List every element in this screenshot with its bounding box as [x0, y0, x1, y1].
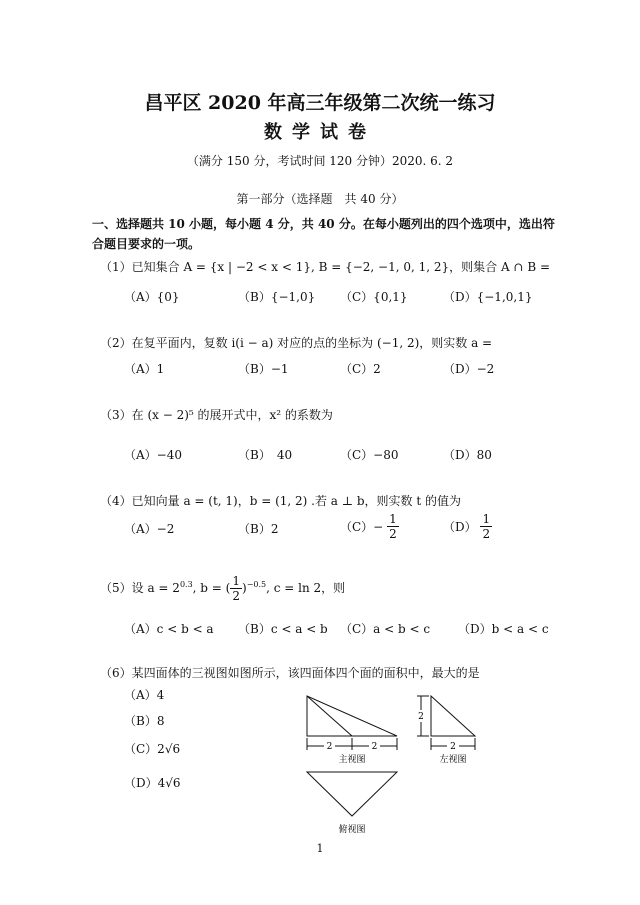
question-4-option-b: （B）2 [238, 522, 279, 536]
question-1-option-c: （C）{0,1} [340, 290, 408, 304]
side-view-label: 左视图 [439, 755, 467, 765]
q5-text-b: , b = ( [192, 581, 231, 595]
question-3-option-c: （C）−80 [340, 448, 399, 462]
q5-text-c: , c = ln 2，则 [266, 581, 346, 595]
question-4-option-a: （A）−2 [124, 522, 175, 536]
front-dim-label: 2 [371, 742, 378, 752]
question-4-option-d-fraction [480, 512, 492, 541]
question-3-option-d: （D）80 [443, 448, 492, 462]
question-2-option-c: （C）2 [340, 362, 381, 376]
front-dim-label: 2 [326, 742, 333, 752]
question-4-option-d-label: （D） [443, 520, 477, 534]
exam-title: 昌平区 2020 年高三年级第二次统一练习 [144, 92, 496, 114]
fraction-denominator: 2 [232, 589, 240, 603]
top-view [307, 772, 397, 816]
question-6-option-b: （B）8 [124, 714, 165, 728]
side-view [417, 696, 475, 750]
q5-fraction [230, 574, 242, 603]
question-3-option-b: （B） 40 [238, 448, 293, 462]
question-5-option-d: （D）b < a < c [458, 622, 549, 636]
question-4-option-d [443, 512, 492, 541]
fraction-numerator: 1 [482, 512, 491, 526]
q5-exponent-1: 0.3 [179, 580, 193, 589]
question-2-option-a: （A）1 [124, 362, 165, 376]
question-6-stem: （6）某四面体的三视图如图所示，该四面体四个面的面积中，最大的是 [100, 666, 480, 680]
question-6-option-c: （C）2√6 [124, 742, 181, 756]
exam-subject: 数学试卷 [264, 122, 376, 143]
side-dim-label: 2 [418, 712, 424, 722]
question-5-stem [100, 574, 345, 603]
question-4-option-c-fraction [387, 512, 399, 541]
q5-text-a: （5）设 a = 2 [100, 581, 180, 595]
front-view-inner-edge [307, 696, 352, 736]
top-view-outline [307, 772, 397, 816]
question-1-option-a: （A）{0} [124, 290, 180, 304]
front-view-label: 主视图 [338, 755, 366, 765]
question-3-option-a: （A）−40 [124, 448, 182, 462]
section-intro: 一、选择题共 10 小题，每小题 4 分，共 40 分。在每小题列出的四个选项中，选出符合题目要求的一项。 [92, 217, 555, 251]
question-5-option-c: （C）a < b < c [340, 622, 431, 636]
question-4-option-c [340, 512, 399, 541]
three-view-figure [295, 686, 515, 836]
side-dim-label: 2 [450, 742, 456, 752]
question-4-option-c-label: （C）− [340, 520, 384, 534]
exam-info: （满分 150 分，考试时间 120 分钟）2020. 6. 2 [186, 154, 454, 168]
question-2-stem: （2）在复平面内，复数 i(i − a) 对应的点的坐标为 (−1, 2)，则实数 a = [100, 336, 493, 350]
question-6-option-a: （A）4 [124, 688, 165, 702]
question-4-stem: （4）已知向量 a = (t, 1)，b = (1, 2) .若 a ⊥ b，则实数 t 的值为 [100, 494, 462, 508]
front-view [307, 696, 397, 750]
top-view-label: 俯视图 [338, 825, 366, 835]
q5-exponent-2: −0.5 [246, 580, 267, 589]
front-view-outline [307, 696, 397, 736]
question-5-option-a: （A）c < b < a [124, 622, 214, 636]
fraction-denominator: 2 [389, 527, 397, 541]
question-2-option-b: （B）−1 [238, 362, 289, 376]
question-1-stem: （1）已知集合 A = {x | −2 < x < 1}, B = {−2, −1, 0, 1, 2}，则集合 A ∩ B = [100, 260, 551, 274]
question-1-option-d: （D）{−1,0,1} [443, 290, 533, 304]
part-heading: 第一部分（选择题 共 40 分） [236, 192, 404, 206]
q5-paren: ) [242, 581, 247, 595]
page-number: 1 [316, 842, 324, 855]
question-6-option-d: （D）4√6 [124, 776, 181, 790]
question-1-option-b: （B）{−1,0} [238, 290, 316, 304]
fraction-denominator: 2 [482, 527, 491, 541]
fraction-numerator: 1 [232, 574, 240, 588]
question-2-option-d: （D）−2 [443, 362, 495, 376]
side-view-outline [431, 696, 475, 736]
question-5-option-b: （B）c < a < b [238, 622, 328, 636]
fraction-numerator: 1 [389, 512, 397, 526]
question-3-stem: （3）在 (x − 2)⁵ 的展开式中，x² 的系数为 [100, 408, 333, 422]
